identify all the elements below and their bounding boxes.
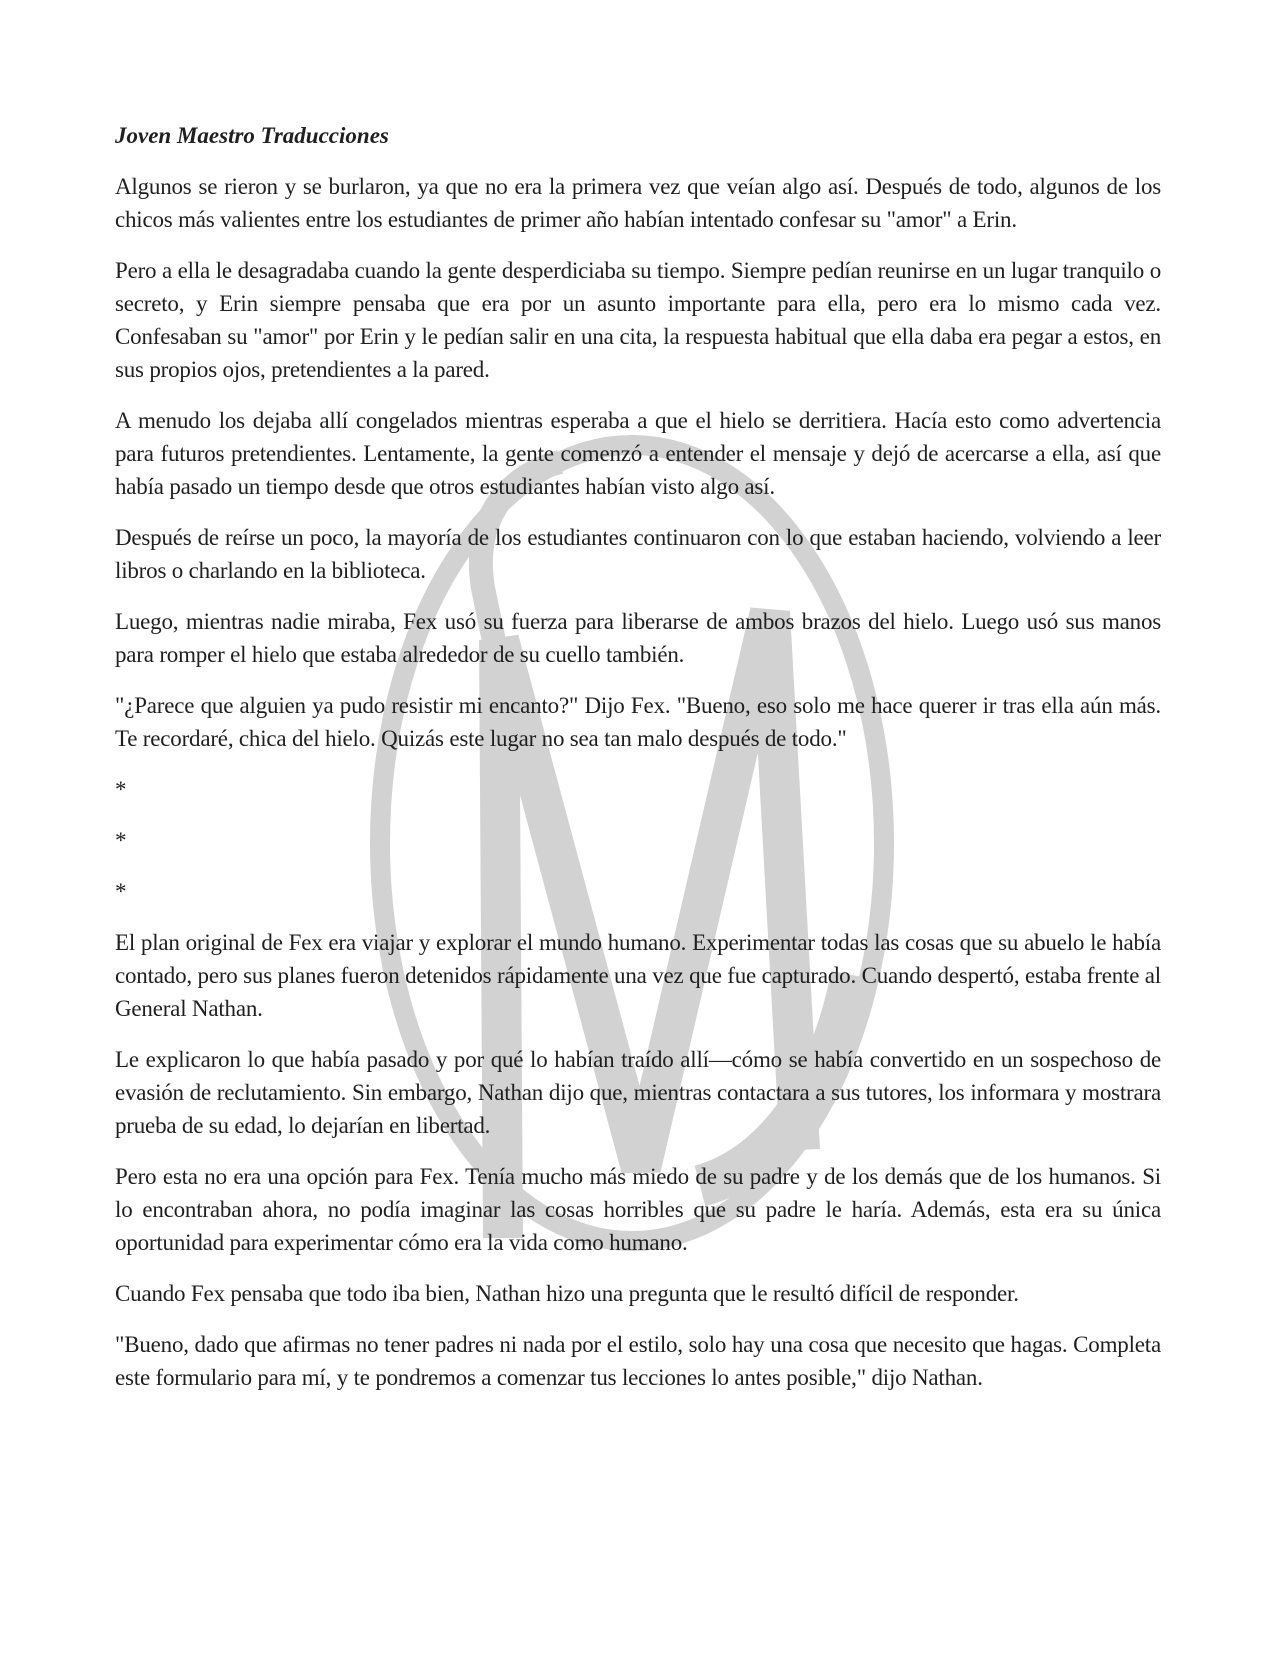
paragraph: Después de reírse un poco, la mayoría de los estudiantes continuaron con lo que estaban haciendo, volviendo a leer libros o charlando en la biblioteca. [115, 525, 1161, 583]
paragraph: El plan original de Fex era viajar y explorar el mundo humano. Experimentar todas las cosas que su abuelo le había contado, pero sus planes fueron detenidos rápidamente una vez que fue capturado. Cuando despertó, estaba frente al General Nathan. [115, 930, 1161, 1021]
separator-asterisk: * [115, 777, 127, 802]
paragraph: Pero esta no era una opción para Fex. Tenía mucho más miedo de su padre y de los demás que de los humanos. Si lo encontraban ahora, no podía imaginar las cosas horribles que su padre le haría. Además, esta era su única oportunidad para experimentar cómo era la vida como humano. [115, 1164, 1161, 1255]
paragraph: Algunos se rieron y se burlaron, ya que no era la primera vez que veían algo así. Después de todo, algunos de los chicos más valientes entre los estudiantes de primer año habían intentado confesar su "amor" a Erin. [115, 174, 1161, 232]
paragraph: Luego, mientras nadie miraba, Fex usó su fuerza para liberarse de ambos brazos del hielo. Luego usó sus manos para romper el hielo que estaba alrededor de su cuello también. [115, 609, 1161, 667]
separator-asterisk: * [115, 879, 127, 904]
separator-asterisk: * [115, 828, 127, 853]
paragraph: "¿Parece que alguien ya pudo resistir mi encanto?" Dijo Fex. "Bueno, eso solo me hace querer ir tras ella aún más. Te recordaré, chica del hielo. Quizás este lugar no sea tan malo después de todo." [115, 693, 1161, 751]
paragraph: "Bueno, dado que afirmas no tener padres ni nada por el estilo, solo hay una cosa que necesito que hagas. Completa este formulario para mí, y te pondremos a comenzar tus lecciones lo antes posible," dijo Nathan. [115, 1332, 1161, 1390]
paragraph: Cuando Fex pensaba que todo iba bien, Nathan hizo una pregunta que le resultó difícil de responder. [115, 1281, 1019, 1306]
paragraph: A menudo los dejaba allí congelados mientras esperaba a que el hielo se derritiera. Hacía esto como advertencia para futuros pretendientes. Lentamente, la gente comenzó a entender el mensaje y dejó de acercarse a ella, así que había pasado un tiempo desde que otros estudiantes habían visto algo así. [115, 408, 1161, 499]
document-title: Joven Maestro Traducciones [115, 123, 389, 148]
paragraph: Le explicaron lo que había pasado y por qué lo habían traído allí—cómo se había convertido en un sospechoso de evasión de reclutamiento. Sin embargo, Nathan dijo que, mientras contactara a sus tutores, los informara y mostrara prueba de su edad, lo dejarían en libertad. [115, 1047, 1161, 1138]
paragraph: Pero a ella le desagradaba cuando la gente desperdiciaba su tiempo. Siempre pedían reunirse en un lugar tranquilo o secreto, y Erin siempre pensaba que era por un asunto importante para ella, pero era lo mismo cada vez. Confesaban su "amor" por Erin y le pedían salir en una cita, la respuesta habitual que ella daba era pegar a estos, en sus propios ojos, pretendientes a la pared. [115, 258, 1161, 382]
